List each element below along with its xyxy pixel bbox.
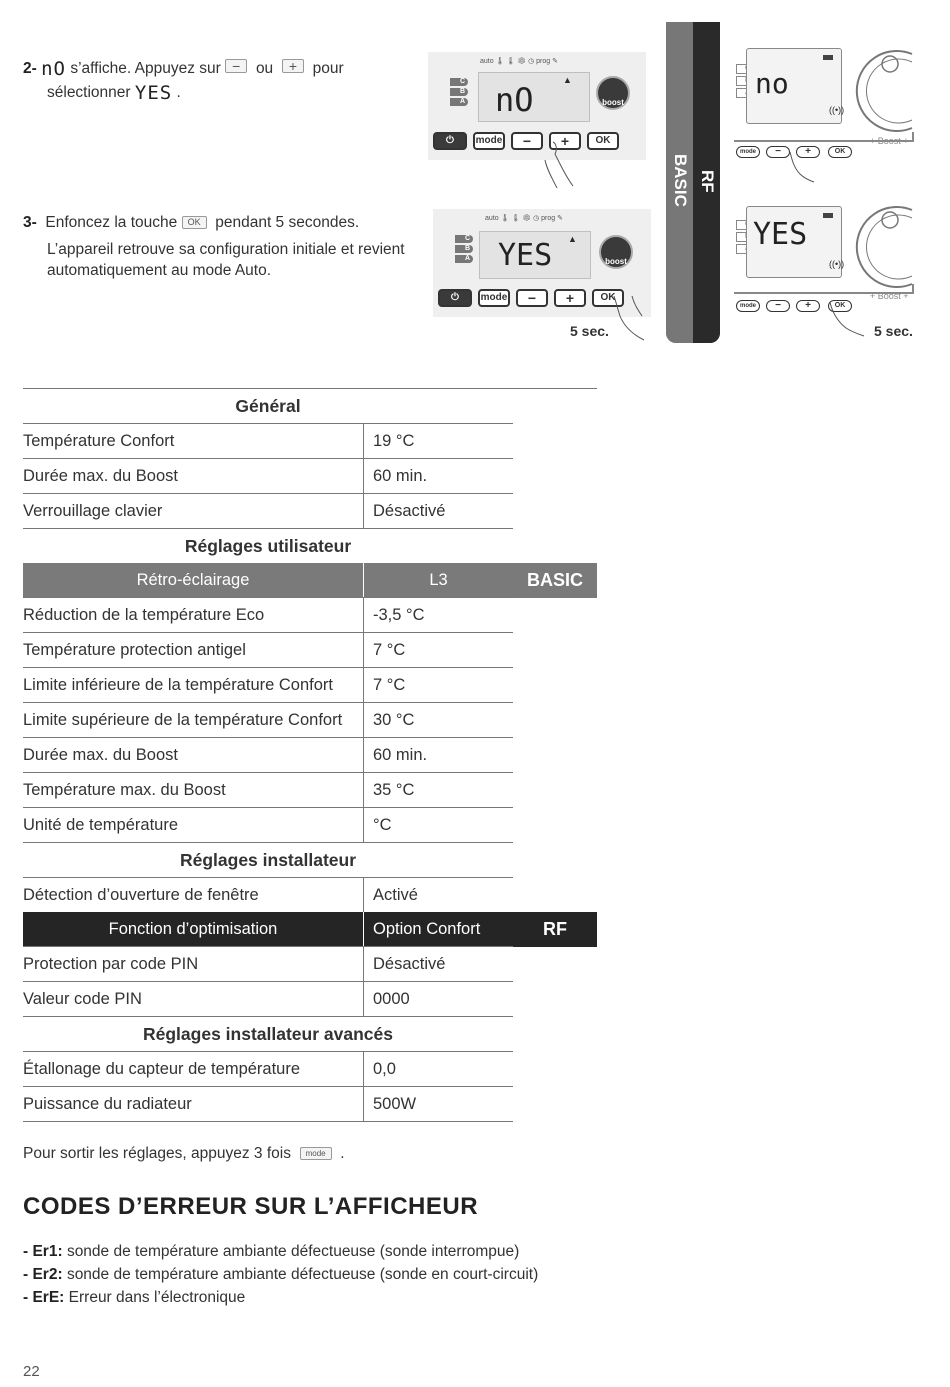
mode-label: mode bbox=[475, 135, 503, 146]
row-value: -3,5 °C bbox=[364, 598, 514, 633]
row-label: Valeur code PIN bbox=[23, 982, 364, 1017]
row-label: Protection par code PIN bbox=[23, 947, 364, 982]
table-row bbox=[23, 703, 597, 738]
plus-button[interactable]: + bbox=[796, 146, 820, 158]
error-codes-heading: CODES D’ERREUR SUR L’AFFICHEUR bbox=[23, 1193, 479, 1220]
finger-pointer-icon bbox=[543, 140, 593, 190]
error-prefix: - bbox=[23, 1243, 33, 1260]
exit-note bbox=[23, 1143, 345, 1165]
exit-note-text: Pour sortir les réglages, appuyez 3 fois bbox=[23, 1145, 291, 1162]
plus-button[interactable]: + bbox=[554, 289, 586, 307]
table-row bbox=[23, 494, 597, 529]
rf-device-panel-2 bbox=[734, 202, 914, 322]
row-value: 0,0 bbox=[364, 1052, 514, 1087]
section-title: Réglages utilisateur bbox=[184, 535, 352, 556]
lcd-screen bbox=[479, 231, 591, 279]
step-3 bbox=[23, 212, 359, 234]
table-row bbox=[23, 982, 597, 1017]
rf-tag: RF bbox=[513, 912, 597, 947]
row-value: 35 °C bbox=[364, 773, 514, 808]
step-2-end: . bbox=[176, 84, 181, 101]
lcd-screen bbox=[746, 206, 845, 278]
boost-label: boost bbox=[602, 98, 624, 107]
error-item-ere bbox=[23, 1289, 245, 1307]
antenna-icon: ((•)) bbox=[829, 259, 845, 269]
section-title: Réglages installateur bbox=[23, 843, 513, 878]
row-label: Unité de température bbox=[23, 808, 364, 843]
lcd-value: YES bbox=[498, 238, 553, 273]
level-b: B bbox=[450, 88, 468, 96]
dial-knob-icon bbox=[846, 48, 914, 132]
ok-button[interactable] bbox=[828, 146, 852, 158]
mode-button[interactable] bbox=[478, 289, 510, 307]
basic-label: BASIC bbox=[671, 154, 690, 207]
row-value: °C bbox=[364, 808, 514, 843]
power-button[interactable]: ⏻ bbox=[438, 289, 472, 307]
minus-button[interactable]: − bbox=[766, 146, 790, 158]
minus-button[interactable]: − bbox=[766, 300, 790, 312]
step-3-number: 3- bbox=[23, 214, 37, 231]
ok-label: OK bbox=[600, 292, 616, 303]
row-label: Étallonage du capteur de température bbox=[23, 1052, 364, 1087]
abc-indicator bbox=[455, 235, 473, 265]
table-row bbox=[23, 1087, 597, 1122]
section-title: Réglages installateur avancés bbox=[23, 1017, 513, 1052]
row-value: 7 °C bbox=[364, 668, 514, 703]
row-label: Fonction d’optimisation bbox=[23, 912, 364, 947]
error-item-er1 bbox=[23, 1243, 519, 1261]
row-value: L3 bbox=[364, 563, 514, 598]
table-row bbox=[23, 773, 597, 808]
step-2-select-text: sélectionner bbox=[47, 84, 131, 101]
minus-button[interactable]: − bbox=[516, 289, 548, 307]
row-label: Limite supérieure de la température Confort bbox=[23, 703, 364, 738]
rf-label: RF bbox=[698, 170, 717, 193]
row-value: 0000 bbox=[364, 982, 514, 1017]
row-value: 7 °C bbox=[364, 633, 514, 668]
ok-label: OK bbox=[595, 135, 611, 146]
mode-button[interactable] bbox=[473, 132, 505, 150]
minus-button[interactable]: − bbox=[511, 132, 543, 150]
level-a: A bbox=[455, 255, 473, 263]
mode-button[interactable] bbox=[736, 146, 760, 158]
error-prefix: - bbox=[23, 1289, 33, 1306]
basic-device-panel-1 bbox=[428, 52, 646, 160]
battery-icon bbox=[823, 213, 833, 218]
step-2-text: s’affiche. Appuyez sur bbox=[70, 60, 221, 77]
side-tab bbox=[666, 22, 720, 343]
side-tab-basic bbox=[666, 22, 693, 343]
side-tab-rf bbox=[693, 22, 720, 343]
level-a: A bbox=[450, 98, 468, 106]
error-prefix: - bbox=[23, 1266, 33, 1283]
row-value: 60 min. bbox=[364, 459, 514, 494]
minus-key-icon: − bbox=[225, 59, 247, 73]
arrow-up-icon: ▲ bbox=[563, 75, 572, 85]
step-2-number: 2- bbox=[23, 60, 37, 77]
level-c: C bbox=[450, 78, 468, 86]
five-sec-label-rf: 5 sec. bbox=[874, 323, 913, 339]
table-row bbox=[23, 947, 597, 982]
mode-key-icon: mode bbox=[300, 1147, 332, 1160]
error-item-er2 bbox=[23, 1266, 538, 1284]
finger-pointer-icon bbox=[786, 150, 816, 184]
section-header-advanced bbox=[23, 1017, 597, 1052]
step-3-text: Enfoncez la touche bbox=[45, 214, 178, 231]
error-text: Erreur dans l’électronique bbox=[68, 1289, 246, 1306]
battery-icon bbox=[823, 55, 833, 60]
settings-table bbox=[23, 388, 597, 1122]
power-button[interactable]: ⏻ bbox=[433, 132, 467, 150]
page-number: 22 bbox=[23, 1363, 40, 1380]
rf-boost-label: + Boost + bbox=[870, 136, 909, 146]
mode-label: mode bbox=[739, 149, 756, 155]
boost-button[interactable] bbox=[599, 235, 633, 269]
table-row bbox=[23, 598, 597, 633]
mode-icons: auto 🌡 🌡 ❄ ◷ prog ✎ bbox=[480, 58, 558, 65]
row-label: Température Confort bbox=[23, 424, 364, 459]
five-sec-label-basic: 5 sec. bbox=[570, 323, 609, 339]
ok-label: OK bbox=[834, 302, 846, 309]
abc-indicator bbox=[450, 78, 468, 108]
table-row bbox=[23, 668, 597, 703]
row-label: Verrouillage clavier bbox=[23, 494, 364, 529]
row-value: Activé bbox=[364, 878, 514, 913]
row-label: Température protection antigel bbox=[23, 633, 364, 668]
row-label: Détection d’ouverture de fenêtre bbox=[23, 885, 259, 904]
table-row-highlight-basic bbox=[23, 563, 597, 598]
row-label: Température max. du Boost bbox=[23, 773, 364, 808]
row-value: 500W bbox=[364, 1087, 514, 1122]
display-code-yes: YES bbox=[134, 82, 173, 104]
table-row bbox=[23, 878, 597, 913]
step-2-for: pour bbox=[312, 60, 344, 77]
lcd-screen bbox=[478, 72, 590, 122]
error-code: Er2: bbox=[32, 1266, 63, 1283]
table-row-highlight-rf bbox=[23, 912, 597, 947]
section-header-general bbox=[23, 389, 597, 424]
lcd-value: nO bbox=[495, 81, 534, 119]
row-label: Limite inférieure de la température Confort bbox=[23, 668, 364, 703]
table-row bbox=[23, 459, 597, 494]
ok-key-icon: OK bbox=[182, 216, 207, 229]
step-3-line3: automatiquement au mode Auto. bbox=[47, 262, 272, 279]
arrow-up-icon: ▲ bbox=[568, 234, 577, 244]
table-row bbox=[23, 633, 597, 668]
level-b: B bbox=[455, 245, 473, 253]
table-row bbox=[23, 1052, 597, 1087]
antenna-icon: ((•)) bbox=[829, 105, 845, 115]
step-2 bbox=[23, 58, 423, 80]
step-3-line2: L’appareil retrouve sa configuration initiale et revient bbox=[47, 241, 405, 258]
dial-knob-icon bbox=[846, 204, 914, 288]
step-3-text2: pendant 5 secondes. bbox=[215, 214, 360, 231]
mode-label: mode bbox=[739, 303, 756, 309]
lcd-screen bbox=[746, 48, 845, 124]
display-code-no: nO bbox=[41, 58, 66, 80]
mode-label: mode bbox=[480, 292, 508, 303]
step-2-line2 bbox=[47, 82, 181, 104]
table-row bbox=[23, 738, 597, 773]
table-row bbox=[23, 424, 597, 459]
error-text: sonde de température ambiante défectueuse (sonde en court-circuit) bbox=[66, 1266, 539, 1283]
exit-note-end: . bbox=[340, 1145, 345, 1162]
error-text: sonde de température ambiante défectueuse (sonde interrompue) bbox=[66, 1243, 520, 1260]
lcd-value: no bbox=[755, 67, 789, 100]
finger-pointer-icon bbox=[610, 292, 650, 342]
error-code: Er1: bbox=[32, 1243, 63, 1260]
step-2-or: ou bbox=[255, 60, 274, 77]
row-value: Désactivé bbox=[364, 494, 514, 529]
ok-label: OK bbox=[834, 148, 846, 155]
level-c: C bbox=[455, 235, 473, 243]
basic-tag: BASIC bbox=[513, 563, 597, 598]
row-label: Durée max. du Boost bbox=[23, 738, 364, 773]
plus-button[interactable]: + bbox=[796, 300, 820, 312]
section-header-installer bbox=[23, 843, 597, 878]
lcd-value: YES bbox=[753, 217, 808, 252]
row-label: Réduction de la température Eco bbox=[23, 598, 364, 633]
section-title: Général bbox=[23, 389, 513, 424]
row-value: 60 min. bbox=[364, 738, 514, 773]
plus-key-icon: + bbox=[282, 59, 304, 73]
row-value: 30 °C bbox=[364, 703, 514, 738]
row-value: 19 °C bbox=[364, 424, 514, 459]
table-row bbox=[23, 808, 597, 843]
mode-icons: auto 🌡 🌡 ❄ ◷ prog ✎ bbox=[485, 215, 563, 222]
row-label: Durée max. du Boost bbox=[23, 459, 364, 494]
finger-pointer-icon bbox=[826, 300, 866, 340]
rf-device-panel-1 bbox=[734, 44, 914, 184]
rf-boost-label: + Boost + bbox=[870, 291, 909, 301]
mode-button[interactable] bbox=[736, 300, 760, 312]
row-label: Rétro-éclairage bbox=[23, 563, 364, 598]
row-label: Puissance du radiateur bbox=[23, 1087, 364, 1122]
plus-button[interactable]: + bbox=[549, 132, 581, 150]
boost-button[interactable] bbox=[596, 76, 630, 110]
section-header-user bbox=[23, 529, 597, 564]
error-code: ErE: bbox=[32, 1289, 65, 1306]
row-value: Option Confort bbox=[364, 912, 514, 947]
boost-label: boost bbox=[605, 257, 627, 266]
row-value: Désactivé bbox=[364, 947, 514, 982]
